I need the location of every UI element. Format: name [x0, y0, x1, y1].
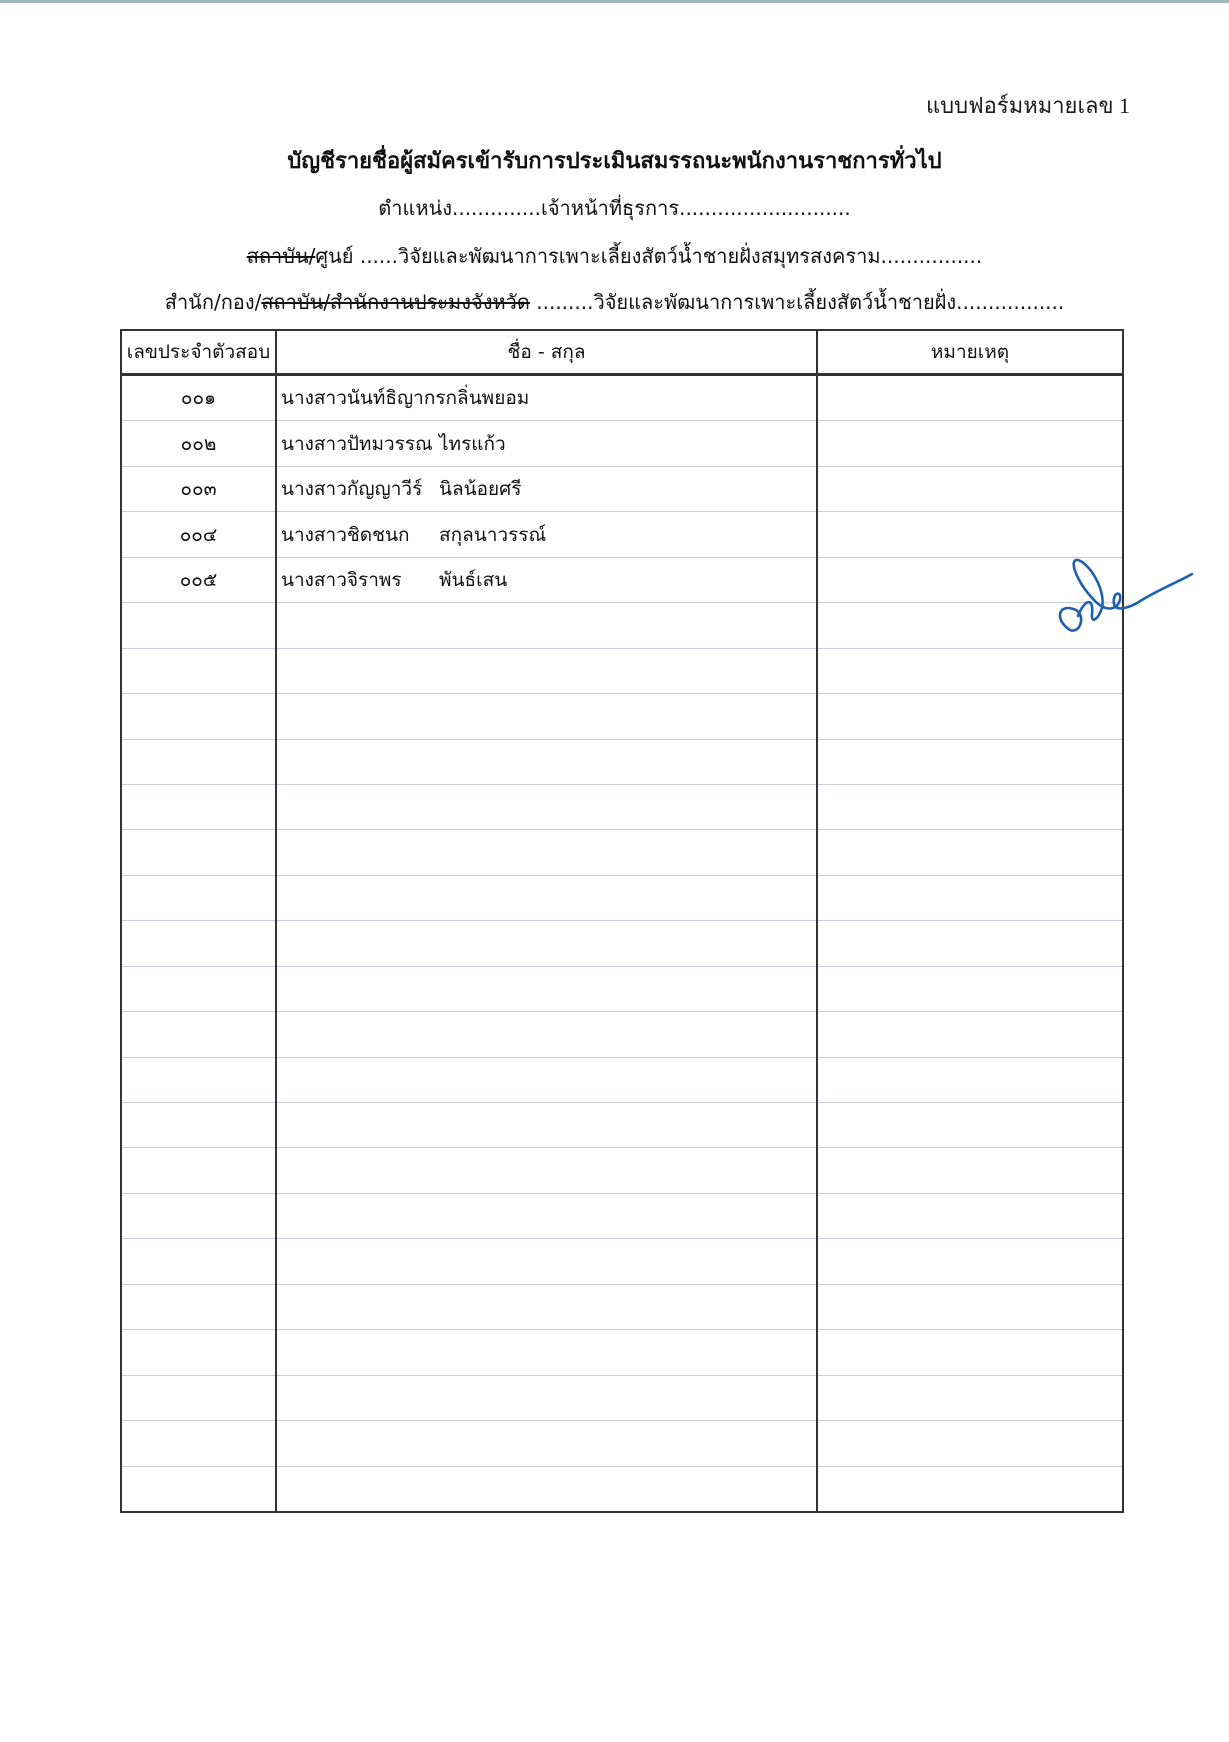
first-name: นางสาวจิราพร: [281, 568, 402, 591]
header-remark: หมายเหตุ: [817, 330, 1123, 375]
table-row: [121, 512, 1123, 557]
remark-cell: [817, 512, 1123, 557]
remark-cell: [817, 1193, 1123, 1238]
full-name-cell: [276, 557, 817, 602]
exam-code-cell: [121, 966, 276, 1011]
table-row: [121, 1148, 1123, 1193]
full-name-cell: [276, 966, 817, 1011]
bureau-line: [0, 286, 1229, 318]
full-name-cell: [276, 694, 817, 739]
table-row: [121, 1103, 1123, 1148]
exam-code-cell: [121, 1148, 276, 1193]
remark-cell: [817, 1421, 1123, 1466]
table-row: [121, 1057, 1123, 1102]
full-name-cell: [276, 1284, 817, 1329]
remark-cell: [817, 1330, 1123, 1375]
exam-code-cell: [121, 1466, 276, 1512]
full-name-cell: [276, 1421, 817, 1466]
full-name-cell: [276, 421, 817, 466]
exam-code-cell: [121, 1057, 276, 1102]
table-row: [121, 1421, 1123, 1466]
table-row: [121, 830, 1123, 875]
bureau-value: วิจัยและพัฒนาการเพาะเลี้ยงสัตว์น้ำชายฝั่ง: [593, 290, 957, 314]
table-row: [121, 466, 1123, 511]
table-row: [121, 421, 1123, 466]
full-name-cell: [276, 466, 817, 511]
remark-cell: [817, 875, 1123, 920]
full-name-cell: [276, 1193, 817, 1238]
full-name-cell: [276, 1375, 817, 1420]
position-value: เจ้าหน้าที่ธุรการ: [541, 196, 680, 220]
full-name-cell: [276, 1057, 817, 1102]
remark-cell: [817, 1103, 1123, 1148]
header-exam-code: เลขประจำตัวสอบ: [121, 330, 276, 375]
remark-cell: [817, 694, 1123, 739]
exam-code-cell: ๐๐๒: [121, 421, 276, 466]
full-name-cell: [276, 784, 817, 829]
full-name-cell: [276, 375, 817, 421]
table-row: [121, 1284, 1123, 1329]
table-row: [121, 739, 1123, 784]
remark-cell: [817, 1239, 1123, 1284]
signature: [1050, 552, 1195, 660]
exam-code-cell: [121, 1375, 276, 1420]
last-name: กลิ่นพยอม: [445, 387, 530, 410]
full-name-cell: [276, 830, 817, 875]
exam-code-cell: [121, 784, 276, 829]
table-row: [121, 1466, 1123, 1512]
table-row: [121, 1012, 1123, 1057]
last-name: สกุลนาวรรณ์: [439, 523, 547, 546]
exam-code-cell: [121, 1421, 276, 1466]
institute-lead-dots: ......: [353, 244, 398, 268]
remark-cell: [817, 1375, 1123, 1420]
exam-code-cell: [121, 739, 276, 784]
first-name: นางสาวชิดชนก: [281, 523, 410, 546]
full-name-cell: [276, 603, 817, 648]
table-row: [121, 557, 1123, 602]
position-line: [0, 192, 1229, 224]
remark-cell: [817, 1012, 1123, 1057]
bureau-label-struck: สถาบัน/สำนักงานประมงจังหวัด: [261, 290, 530, 314]
institute-label: ศูนย์: [315, 244, 354, 268]
remark-cell: [817, 921, 1123, 966]
position-trail-dots: ...........................: [679, 196, 851, 220]
header-full-name: ชื่อ - สกุล: [276, 330, 817, 375]
exam-code-cell: ๐๐๑: [121, 375, 276, 421]
full-name-cell: [276, 1103, 817, 1148]
remark-cell: [817, 375, 1123, 421]
table-row: [121, 1375, 1123, 1420]
institute-value: วิจัยและพัฒนาการเพาะเลี้ยงสัตว์น้ำชายฝั่งสมุทรสงคราม: [398, 244, 881, 268]
full-name-cell: [276, 1466, 817, 1512]
table-row: [121, 694, 1123, 739]
first-name: นางสาวกัญญาวีร์: [281, 478, 423, 501]
first-name: นางสาวปัทมวรรณ: [281, 432, 433, 455]
table-row: [121, 603, 1123, 648]
exam-code-cell: [121, 830, 276, 875]
institute-trail-dots: ................: [880, 244, 983, 268]
table-row: [121, 1330, 1123, 1375]
exam-code-cell: [121, 1012, 276, 1057]
remark-cell: [817, 1284, 1123, 1329]
table-row: [121, 875, 1123, 920]
exam-code-cell: [121, 1103, 276, 1148]
table-row: [121, 375, 1123, 421]
remark-cell: [817, 739, 1123, 784]
full-name-cell: [276, 1239, 817, 1284]
exam-code-cell: [121, 694, 276, 739]
full-name-cell: [276, 921, 817, 966]
exam-code-cell: [121, 921, 276, 966]
position-label: ตำแหน่ง: [378, 196, 452, 220]
table-row: [121, 784, 1123, 829]
exam-code-cell: ๐๐๓: [121, 466, 276, 511]
full-name-cell: [276, 1012, 817, 1057]
remark-cell: [817, 1057, 1123, 1102]
full-name-cell: [276, 648, 817, 693]
bureau-trail-dots: .................: [956, 290, 1065, 314]
document-title: บัญชีรายชื่อผู้สมัครเข้ารับการประเมินสมรรถนะพนักงานราชการทั่วไป: [287, 149, 942, 174]
candidate-table: [120, 329, 1124, 1513]
remark-cell: [817, 466, 1123, 511]
last-name: ไทรแก้ว: [439, 432, 506, 455]
last-name: นิลน้อยศรี: [439, 478, 522, 501]
full-name-cell: [276, 1330, 817, 1375]
exam-code-cell: [121, 1330, 276, 1375]
table-header-row: [121, 330, 1123, 375]
full-name-cell: [276, 875, 817, 920]
remark-cell: [817, 784, 1123, 829]
remark-cell: [817, 1466, 1123, 1512]
scan-edge: [0, 0, 1229, 3]
exam-code-cell: [121, 875, 276, 920]
full-name-cell: [276, 512, 817, 557]
table-row: [121, 921, 1123, 966]
bureau-lead-dots: .........: [529, 290, 594, 314]
bureau-label: สำนัก/กอง/: [164, 290, 262, 314]
table-row: [121, 1193, 1123, 1238]
full-name-cell: [276, 739, 817, 784]
remark-cell: [817, 966, 1123, 1011]
form-number: แบบฟอร์มหมายเลข 1: [925, 93, 1130, 118]
institute-line: [0, 240, 1229, 272]
position-lead-dots: ..............: [451, 196, 541, 220]
exam-code-cell: ๐๐๔: [121, 512, 276, 557]
table-row: [121, 648, 1123, 693]
exam-code-cell: [121, 1239, 276, 1284]
exam-code-cell: [121, 603, 276, 648]
exam-code-cell: [121, 648, 276, 693]
remark-cell: [817, 1148, 1123, 1193]
last-name: พันธ์เสน: [439, 568, 508, 591]
table-row: [121, 1239, 1123, 1284]
remark-cell: [817, 830, 1123, 875]
exam-code-cell: [121, 1193, 276, 1238]
table-row: [121, 966, 1123, 1011]
exam-code-cell: ๐๐๕: [121, 557, 276, 602]
remark-cell: [817, 421, 1123, 466]
exam-code-cell: [121, 1284, 276, 1329]
institute-label-struck: สถาบัน/: [246, 244, 316, 268]
full-name-cell: [276, 1148, 817, 1193]
first-name: นางสาวนันท์ธิญากร: [281, 387, 446, 410]
